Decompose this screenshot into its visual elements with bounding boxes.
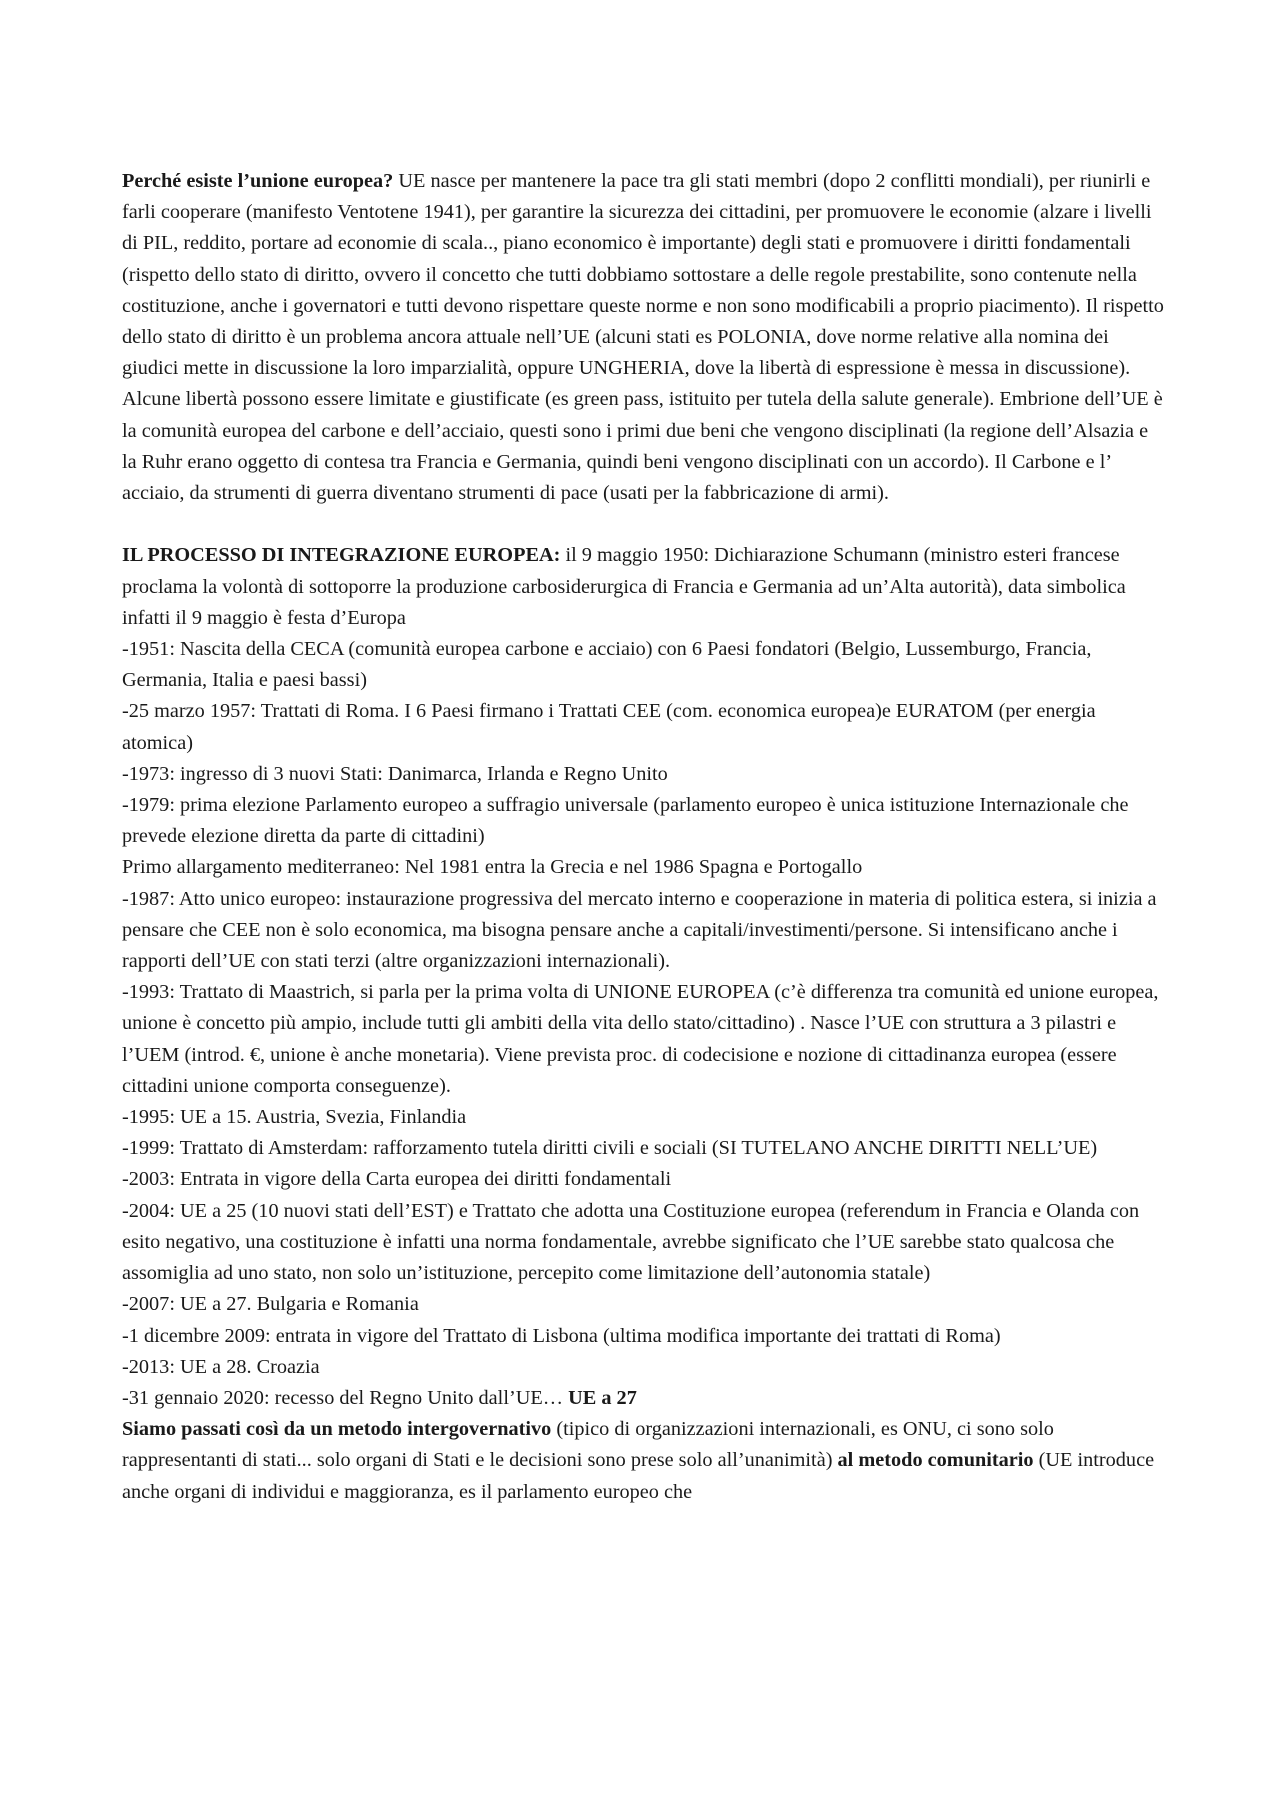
paragraph-why-eu	[122, 166, 1167, 509]
timeline-item: -1999: Trattato di Amsterdam: rafforzamento tutela diritti civili e sociali (SI TUTELANO ANCHE DIRITTI NELL’UE)	[122, 1137, 1098, 1160]
timeline-item: -1979: prima elezione Parlamento europeo a suffragio universale (parlamento europeo è unica istituzione Internazionale che prevede elezione diretta da parte di cittadini)	[122, 794, 1129, 848]
timeline-item: -2003: Entrata in vigore della Carta europea dei diritti fondamentali	[122, 1168, 672, 1191]
timeline-item-last	[122, 1383, 1167, 1414]
document-page	[122, 166, 1167, 1508]
timeline-item: -2013: UE a 28. Croazia	[122, 1355, 320, 1378]
paragraph-integration-intro	[122, 540, 1167, 634]
heading-why-eu: Perché esiste l’unione europea?	[122, 170, 394, 192]
method-bold-intergovernmental: Siamo passati così da un metodo intergovernativo	[122, 1418, 552, 1441]
timeline-item: -1951: Nascita della CECA (comunità europea carbone e acciaio) con 6 Paesi fondatori (Belgio, Lussemburgo, Francia, Germania, Italia e paesi bassi)	[122, 638, 1092, 692]
timeline-item: -1993: Trattato di Maastrich, si parla per la prima volta di UNIONE EUROPEA (c’è differenza tra comunità ed unione europea, unione è concetto più ampio, include tutti gli ambiti della vita dello stato/cittadino) . Nasce l’UE con struttura a 3 pilastri e l’UEM (introd. €, unione è anche monetaria). Viene prevista proc. di codecisione e nozione di cittadinanza europea (essere cittadini unione comporta conseguenze).	[122, 981, 1159, 1097]
timeline-item: -1995: UE a 15. Austria, Svezia, Finlandia	[122, 1106, 467, 1129]
timeline-item: -2004: UE a 25 (10 nuovi stati dell’EST) e Trattato che adotta una Costituzione europea (referendum in Francia e Olanda con esito negativo, una costituzione è infatti una norma fondamentale, avrebbe significato che l’UE sarebbe stato qualcosa che assomiglia ad uno stato, non solo un’istituzione, percepito come limitazione dell’autonomia statale)	[122, 1199, 1140, 1285]
timeline-item: -2007: UE a 27. Bulgaria e Romania	[122, 1293, 419, 1316]
timeline-item: -1 dicembre 2009: entrata in vigore del Trattato di Lisbona (ultima modifica importante dei trattati di Roma)	[122, 1324, 1001, 1347]
method-bold-community: al metodo comunitario	[837, 1449, 1034, 1472]
timeline-item-last-bold: UE a 27	[568, 1386, 637, 1409]
timeline-item: -1973: ingresso di 3 nuovi Stati: Danimarca, Irlanda e Regno Unito	[122, 762, 668, 785]
paragraph-spacer	[122, 509, 1167, 540]
heading-integration-process: IL PROCESSO DI INTEGRAZIONE EUROPEA:	[122, 544, 561, 567]
timeline-item-last-text: -31 gennaio 2020: recesso del Regno Unito dall’UE…	[122, 1386, 569, 1409]
timeline-item: -1987: Atto unico europeo: instaurazione progressiva del mercato interno e cooperazione in materia di politica estera, si inizia a pensare che CEE non è solo economica, ma bisogna pensare anche a capitali/investimenti/persone. Si intensificano anche i rapporti dell’UE con stati terzi (altre organizzazioni internazionali).	[122, 887, 1157, 973]
timeline-item: -25 marzo 1957: Trattati di Roma. I 6 Paesi firmano i Trattati CEE (com. economica europea)e EURATOM (per energia atomica)	[122, 700, 1096, 754]
paragraph-method	[122, 1414, 1167, 1508]
timeline-item: Primo allargamento mediterraneo: Nel 1981 entra la Grecia e nel 1986 Spagna e Portogallo	[122, 856, 863, 879]
paragraph-why-eu-text: UE nasce per mantenere la pace tra gli stati membri (dopo 2 conflitti mondiali), per riunirli e farli cooperare (manifesto Ventotene 1941), per garantire la sicurezza dei cittadini, per promuovere le economie (alzare i livelli di PIL, reddito, portare ad economie di scala.., piano economico è importante) degli stati e promuovere i diritti fondamentali (rispetto dello stato di diritto, ovvero il concetto che tutti dobbiamo sottostare a delle regole prestabilite, sono contenute nella costituzione, anche i governatori e tutti devono rispettare queste norme e non sono modificabili a proprio piacimento). Il rispetto dello stato di diritto è un problema ancora attuale nell’UE (alcuni stati es POLONIA, dove norme relative alla nomina dei giudici mette in discussione la loro imparzialità, oppure UNGHERIA, dove la libertà di espressione è messa in discussione). Alcune libertà possono essere limitate e giustificate (es green pass, istituito per tutela della salute generale). Embrione dell’UE è la comunità europea del carbone e dell’acciaio, questi sono i primi due beni che vengono disciplinati (la regione dell’Alsazia e la Ruhr erano oggetto di contesa tra Francia e Germania, quindi beni vengono disciplinati con un accordo). Il Carbone e l’ acciaio, da strumenti di guerra diventano strumenti di pace (usati per la fabbricazione di armi).	[122, 170, 1164, 505]
integration-intro-text: il 9 maggio 1950: Dichiarazione Schumann (ministro esteri francese proclama la volontà di sottoporre la produzione carbosiderurgica di Francia e Germania ad un’Alta autorità), data simbolica infatti il 9 maggio è festa d’Europa	[122, 544, 1126, 629]
method-text-1: (tipico di organizzazioni internazionali, es ONU, ci sono solo rappresentanti di stati... solo organi di Stati e le decisioni sono prese solo all’unanimità)	[122, 1418, 1054, 1472]
method-text-2: (UE introduce anche organi di individui e maggioranza, es il parlamento europeo che	[122, 1449, 1155, 1503]
